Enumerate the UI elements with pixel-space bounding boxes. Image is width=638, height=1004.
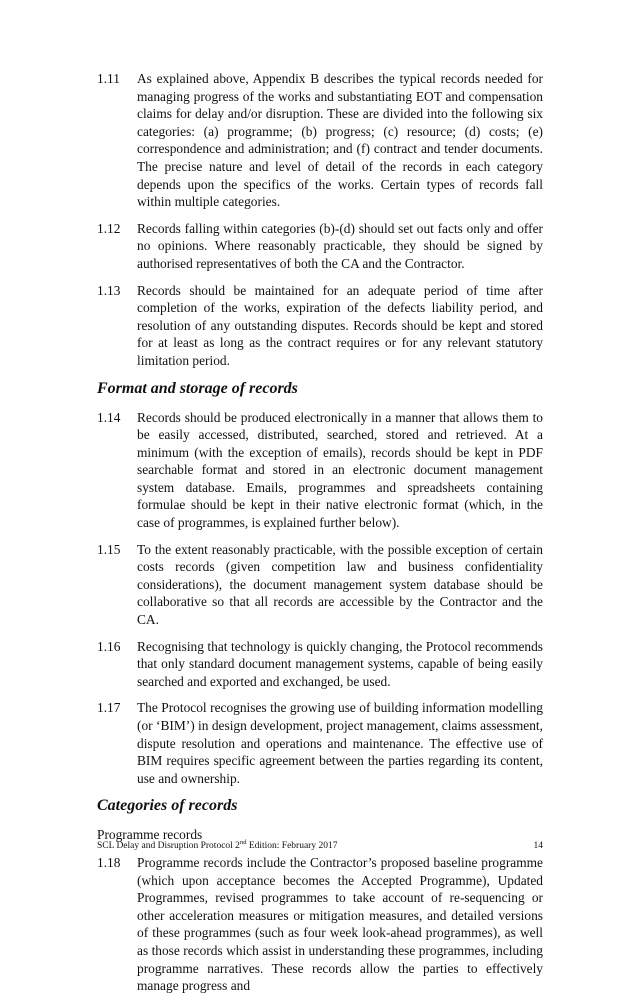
paragraph-1-15 (97, 541, 543, 629)
paragraph-text: To the extent reasonably practicable, with the possible exception of certain costs records (given competition law and business confidentiality considerations), the document management system database should be collaborative so that all records are accessible by the Contractor and the CA. (137, 541, 543, 628)
paragraph-number: 1.13 (97, 282, 121, 298)
paragraph-1-11 (97, 70, 543, 211)
section-heading-categories: Categories of records (97, 797, 238, 815)
paragraph-1-13 (97, 282, 543, 370)
paragraph-1-12 (97, 220, 543, 273)
paragraph-group-records (97, 70, 543, 370)
paragraph-group-format (97, 409, 543, 788)
paragraph-text: Records falling within categories (b)-(d) should set out facts only and offer no opinions. Where reasonably practicable, they should be signed by authorised representatives of both the CA and the Contractor. (137, 220, 543, 271)
section-heading-format-storage: Format and storage of records (97, 379, 298, 397)
paragraph-1-14 (97, 409, 543, 532)
footer-title-edition: Edition: February 2017 (246, 841, 338, 851)
paragraph-text: Recognising that technology is quickly changing, the Protocol recommends that only standard document management systems, capable of being easily searched and exported and exchanged, be used. (137, 638, 543, 689)
paragraph-1-18 (97, 854, 543, 995)
paragraph-number: 1.11 (97, 71, 120, 86)
footer-title-main: SCL Delay and Disruption Protocol 2 (97, 841, 240, 851)
paragraph-number: 1.12 (97, 220, 121, 236)
paragraph-number: 1.14 (97, 409, 121, 425)
footer-title-superscript: nd (239, 838, 247, 846)
paragraph-group-programme (97, 854, 543, 995)
paragraph-text: As explained above, Appendix B describes the typical records needed for managing progress of the works and substantiating EOT and compensation claims for delay and/or disruption. These are divided into the following six categories: (a) programme; (b) progress; (c) resource; (d) costs; (e) correspondence and administration; and (f) contract and tender documents. The precise nature and level of detail of the records in each category depends upon the specifics of the works. Certain types of records fall within multiple categories. (137, 71, 543, 210)
footer-document-title (97, 840, 337, 852)
paragraph-text: Programme records include the Contractor’s proposed baseline programme (which upon acceptance becomes the Accepted Programme), Updated Programmes, revised programmes to take account of re-sequencing or other acceleration measures or mitigation measures, and detailed versions of these programmes (such as four week look-ahead programmes), as well as those records which assist in understanding these programmes, including programme narratives. These records allow the parties to effectively manage progress and (137, 854, 543, 994)
page-number: 14 (533, 841, 543, 851)
paragraph-text: The Protocol recognises the growing use of building information modelling (or ‘BIM’) in design development, project management, claims assessment, dispute resolution and operations and maintenance. The effective use of BIM requires specific agreement between the parties regarding its content, use and ownership. (137, 700, 543, 786)
paragraph-1-16 (97, 638, 543, 691)
page-content (97, 70, 543, 1004)
paragraph-number: 1.18 (97, 854, 121, 870)
paragraph-text: Records should be produced electronically in a manner that allows them to be easily accessed, distributed, searched, stored and retrieved. At a minimum (with the exception of emails), records should be kept in PDF searchable format and stored in an electronic document management system database. Emails, programmes and spreadsheets containing formulae should be kept in their native electronic format (which, in the case of programmes, is explained further below). (137, 409, 543, 531)
paragraph-1-17 (97, 699, 543, 787)
paragraph-text: Records should be maintained for an adequate period of time after completion of the works, expiration of the defects liability period, and resolution of any outstanding disputes. Records should be kept and stored for at least as long as the contract requires or for any relevant statutory limitation period. (137, 282, 543, 368)
paragraph-number: 1.17 (97, 700, 121, 716)
paragraph-number: 1.16 (97, 638, 121, 654)
subheading-programme-records: Programme records (97, 827, 203, 843)
paragraph-number: 1.15 (97, 541, 121, 557)
